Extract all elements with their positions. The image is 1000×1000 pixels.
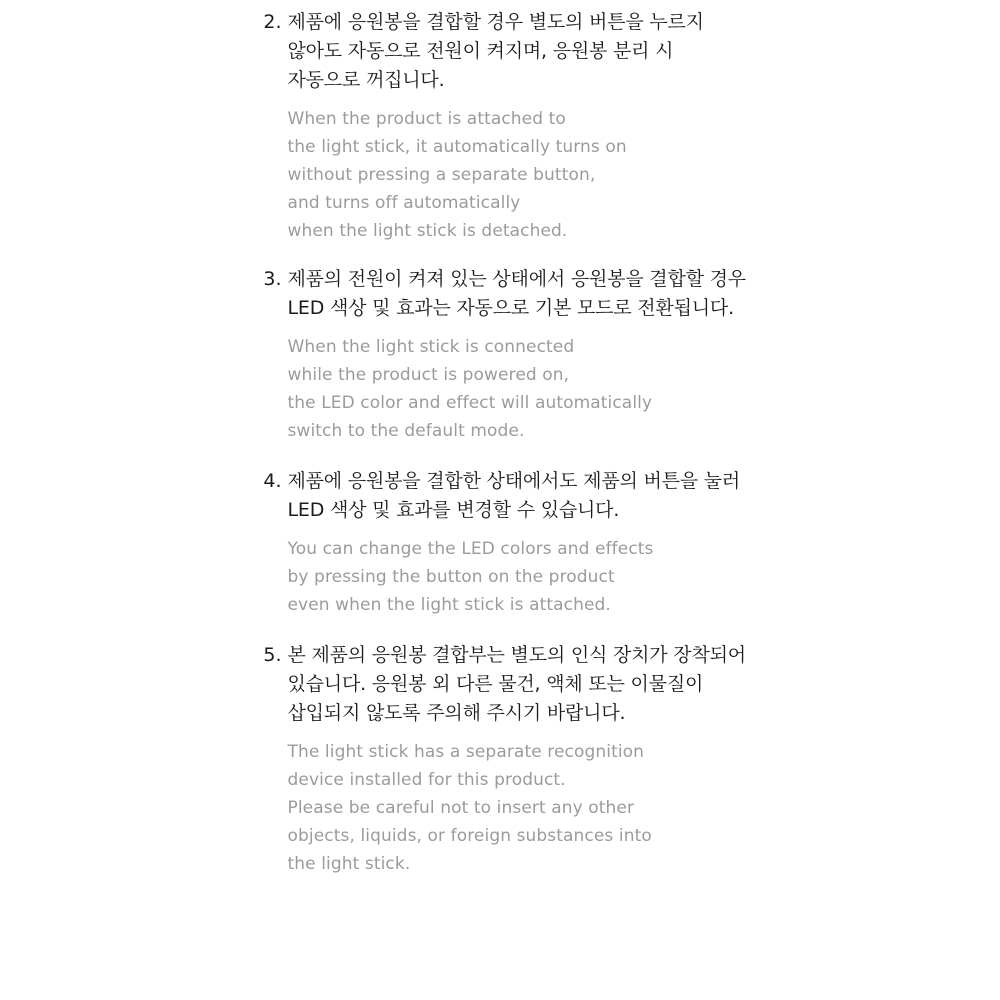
- list-item-english-text: [288, 333, 748, 445]
- english-line: when the light stick is detached.: [287, 221, 568, 241]
- instruction-list: [253, 8, 748, 878]
- list-item: [263, 8, 748, 245]
- list-item-korean-text: 제품에 응원봉을 결합한 상태에서도 제품의 버튼을 눌러 LED 색상 및 효과를 변경할 수 있습니다.: [287, 470, 741, 521]
- english-line: When the light stick is connected: [287, 337, 575, 357]
- list-item-marker: 3.: [263, 268, 282, 290]
- list-item-korean-text: 본 제품의 응원봉 결합부는 별도의 인식 장치가 장착되어 있습니다. 응원봉 외 다른 물건, 액체 또는 이물질이 삽입되지 않도록 주의해 주시기 바랍니다.: [287, 644, 746, 724]
- english-line: Please be careful not to insert any other: [287, 798, 635, 818]
- list-item: [263, 467, 748, 619]
- english-line: the light stick.: [287, 854, 411, 874]
- list-item-marker: 5.: [263, 644, 282, 666]
- english-line: objects, liquids, or foreign substances into: [287, 826, 652, 846]
- english-line: The light stick has a separate recognition: [287, 742, 645, 762]
- english-line: without pressing a separate button,: [287, 165, 596, 185]
- list-item-english-text: [288, 535, 748, 619]
- english-line: switch to the default mode.: [287, 421, 525, 441]
- list-item-english-text: [288, 105, 748, 245]
- list-item: [263, 265, 748, 445]
- english-line: device installed for this product.: [287, 770, 566, 790]
- list-item-marker: 2.: [263, 11, 282, 33]
- list-item: [263, 641, 748, 878]
- english-line: and turns off automatically: [287, 193, 521, 213]
- english-line: the light stick, it automatically turns on: [287, 137, 627, 157]
- english-line: while the product is powered on,: [287, 365, 570, 385]
- list-item-marker: 4.: [263, 470, 282, 492]
- list-item-english-text: [288, 738, 748, 878]
- list-item-korean-text: 제품에 응원봉을 결합할 경우 별도의 버튼을 누르지 않아도 자동으로 전원이 켜지며, 응원봉 분리 시 자동으로 꺼집니다.: [287, 11, 704, 91]
- english-line: the LED color and effect will automatically: [287, 393, 653, 413]
- english-line: You can change the LED colors and effects: [287, 539, 654, 559]
- english-line: by pressing the button on the product: [287, 567, 615, 587]
- list-item-korean-text: 제품의 전원이 켜져 있는 상태에서 응원봉을 결합할 경우 LED 색상 및 효과는 자동으로 기본 모드로 전환됩니다.: [287, 268, 746, 319]
- english-line: even when the light stick is attached.: [287, 595, 611, 615]
- english-line: When the product is attached to: [287, 109, 566, 129]
